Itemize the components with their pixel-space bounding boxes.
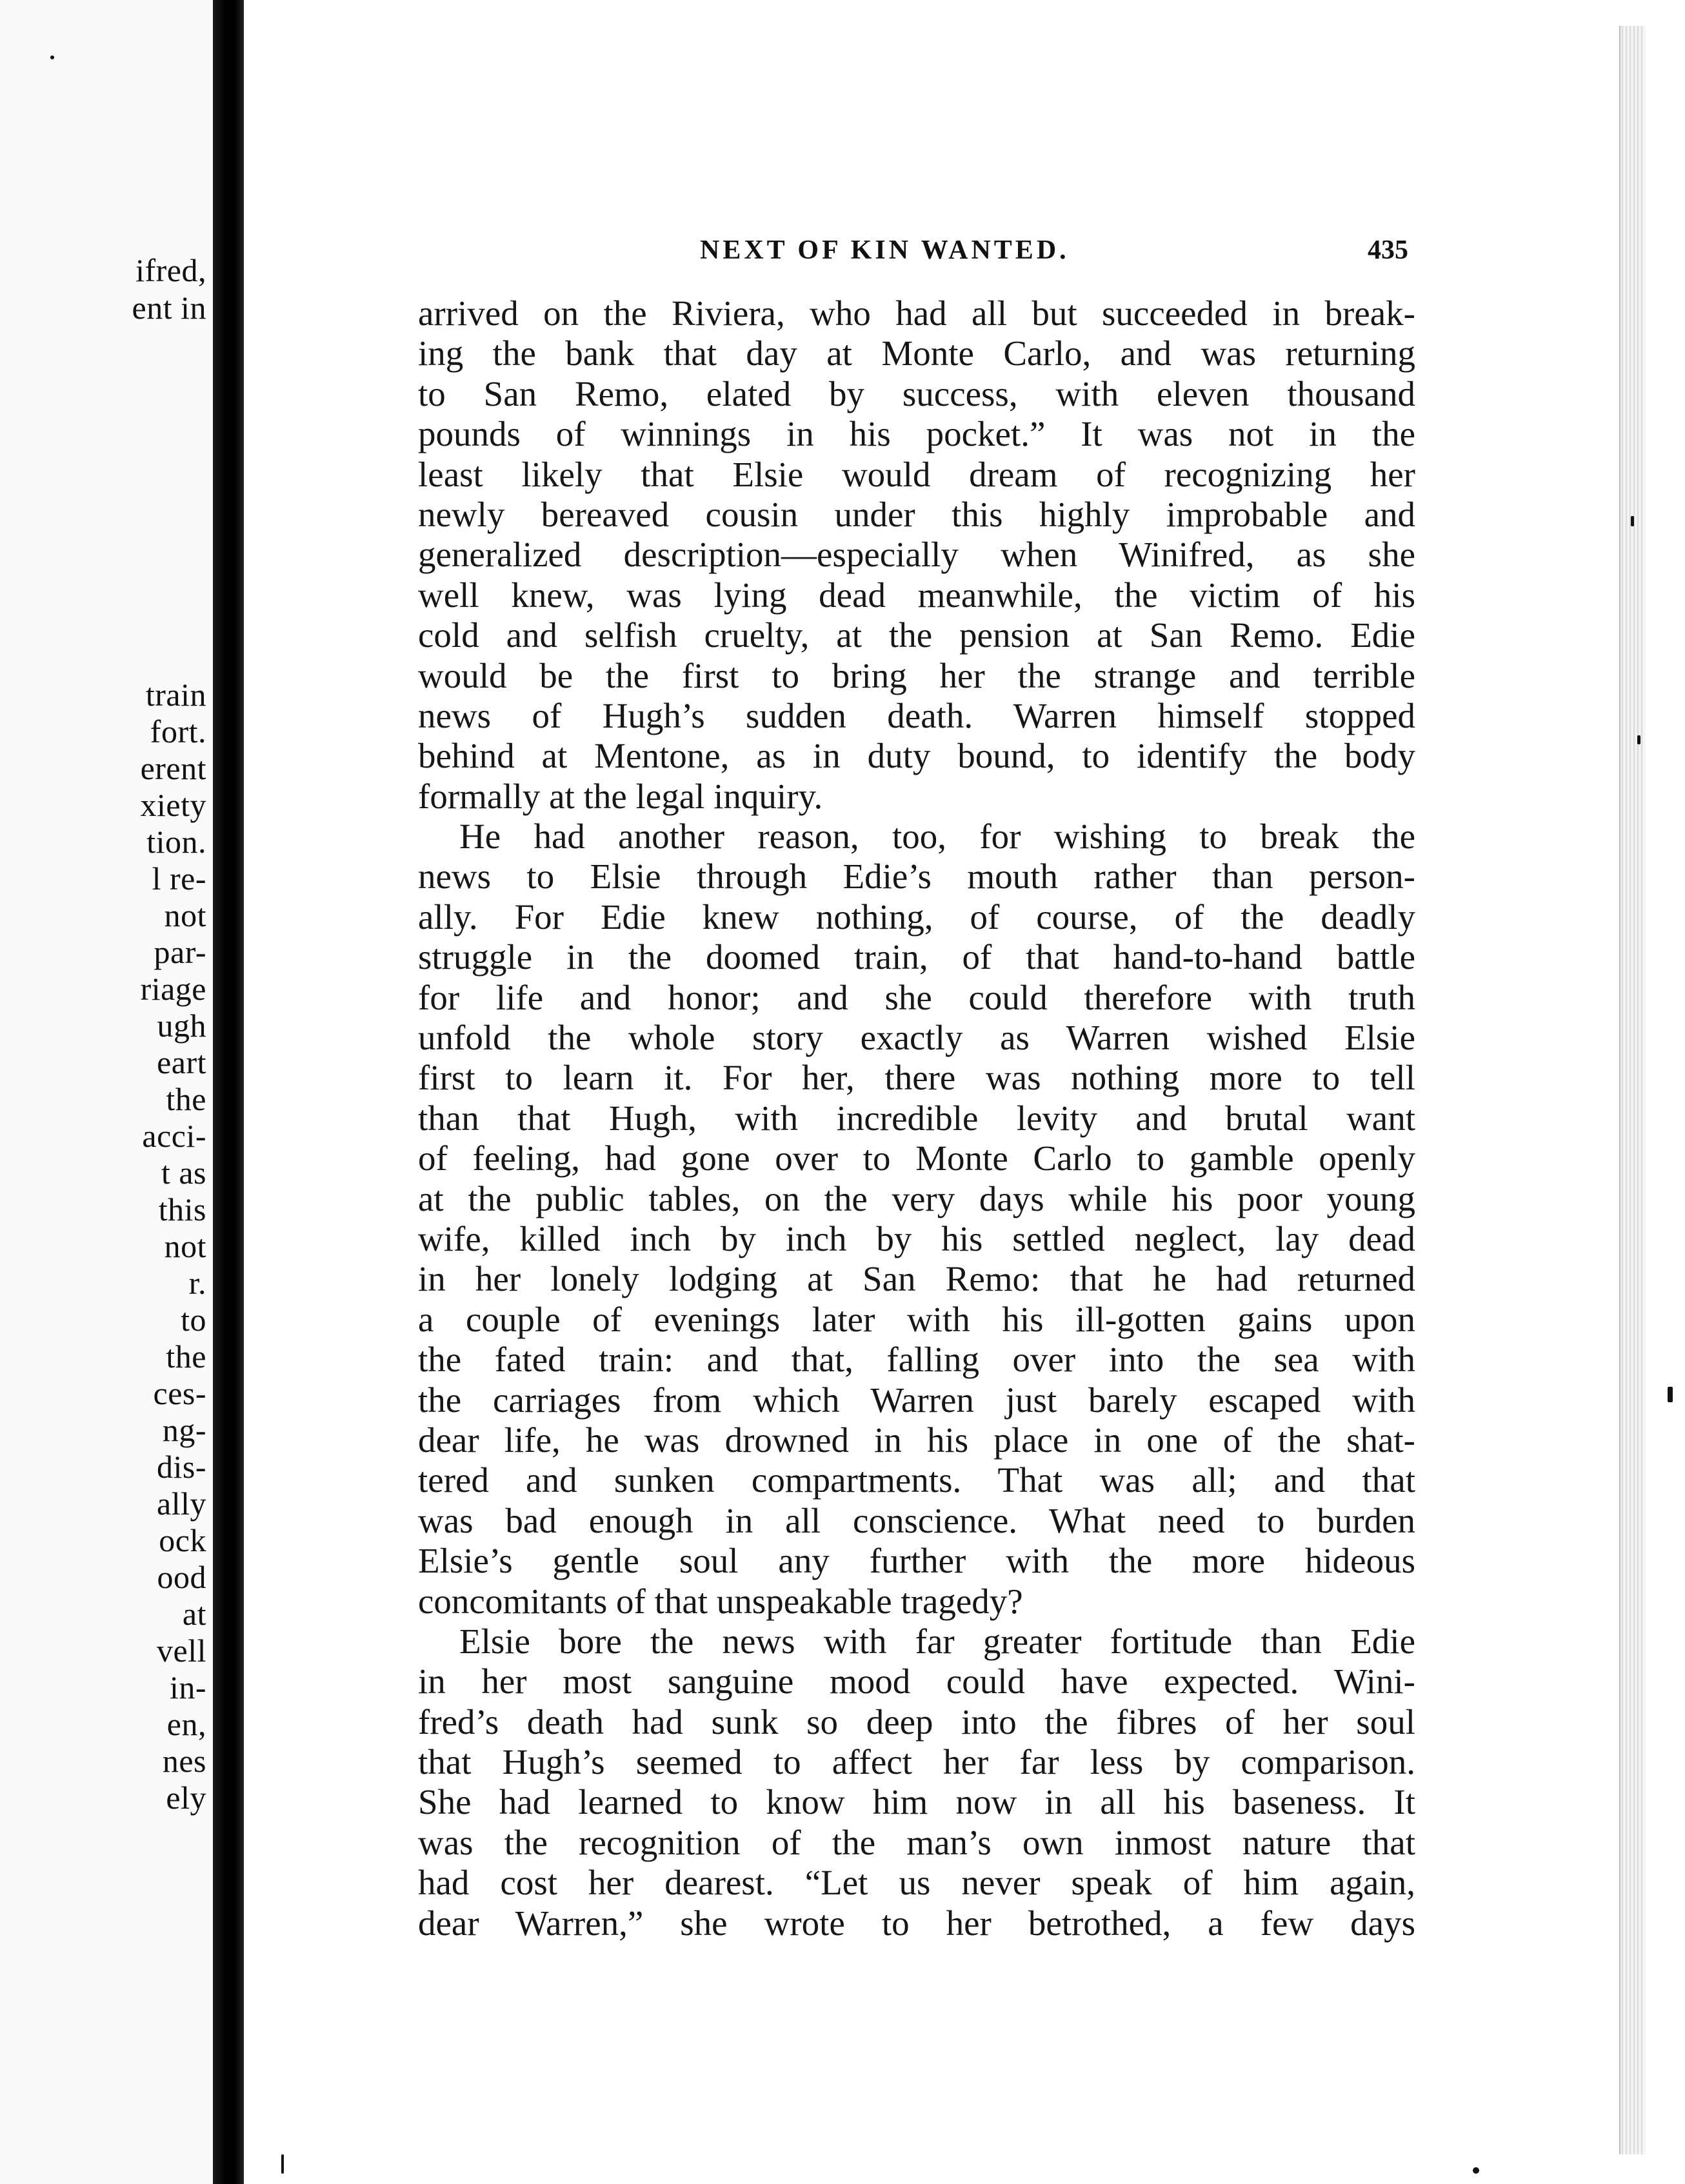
facing-page-fragment: not bbox=[164, 897, 206, 933]
facing-page-fragment: tion. bbox=[146, 824, 206, 860]
text-line: of feeling, had gone over to Monte Carlo to gamble openly bbox=[418, 1138, 1415, 1178]
facing-page-fragment: ally bbox=[157, 1485, 206, 1522]
facing-page-fragment: ng- bbox=[162, 1412, 206, 1448]
facing-page-fragment: r. bbox=[188, 1265, 206, 1301]
facing-page-fragment: ifred, bbox=[135, 252, 206, 288]
running-head: NEXT OF KIN WANTED. bbox=[700, 235, 1070, 265]
facing-page-fragment: in- bbox=[169, 1669, 206, 1705]
text-line: to San Remo, elated by success, with eleven thousand bbox=[418, 373, 1415, 413]
text-line: arrived on the Riviera, who had all but succeeded in break- bbox=[418, 293, 1415, 333]
text-line: pounds of winnings in his pocket.” It was not in the bbox=[418, 414, 1415, 454]
facing-page-fragment: ent in bbox=[132, 290, 206, 326]
facing-page-fragment: xiety bbox=[140, 787, 206, 823]
text-line: behind at Mentone, as in duty bound, to identify the body bbox=[418, 736, 1415, 776]
text-line: dear life, he was drowned in his place in one of the shat- bbox=[418, 1420, 1415, 1460]
text-line: in her lonely lodging at San Remo: that he had returned bbox=[418, 1259, 1415, 1299]
text-line: would be the first to bring her the strange and terrible bbox=[418, 655, 1415, 695]
facing-page-fragment: riage bbox=[140, 971, 206, 1007]
text-line: struggle in the doomed train, of that hand-to-hand battle bbox=[418, 937, 1415, 977]
facing-page-fragment: acci- bbox=[142, 1118, 206, 1154]
facing-page-fragment: fort. bbox=[150, 713, 206, 750]
text-line: cold and selfish cruelty, at the pension at San Remo. Edie bbox=[418, 615, 1415, 655]
page-stack-edge bbox=[1619, 26, 1646, 2154]
facing-page-fragment: en, bbox=[166, 1706, 206, 1742]
text-line: than that Hugh, with incredible levity and brutal want bbox=[418, 1098, 1415, 1138]
text-line: the carriages from which Warren just barely escaped with bbox=[418, 1380, 1415, 1420]
text-line: was bad enough in all conscience. What need to burden bbox=[418, 1500, 1415, 1540]
text-line: news of Hugh’s sudden death. Warren himself stopped bbox=[418, 695, 1415, 735]
text-line: He had another reason, too, for wishing to break the bbox=[459, 817, 1415, 857]
facing-page-fragment: l re- bbox=[152, 860, 206, 897]
text-line: tered and sunken compartments. That was all; and that bbox=[418, 1460, 1415, 1500]
text-line: wife, killed inch by inch by his settled neglect, lay dead bbox=[418, 1218, 1415, 1258]
text-line: that Hugh’s seemed to affect her far less by comparison. bbox=[418, 1742, 1415, 1782]
facing-page-fragment: to bbox=[181, 1302, 206, 1338]
facing-page-fragment: not bbox=[164, 1228, 206, 1264]
text-line: had cost her dearest. “Let us never speak of him again, bbox=[418, 1863, 1415, 1903]
text-line: fred’s death had sunk so deep into the fibres of her soul bbox=[418, 1702, 1415, 1742]
text-line: Elsie bore the news with far greater fortitude than Edie bbox=[459, 1621, 1415, 1661]
text-line: was the recognition of the man’s own inmost nature that bbox=[418, 1822, 1415, 1862]
facing-page-fragment: erent bbox=[140, 750, 206, 786]
facing-page-fragment: dis- bbox=[157, 1449, 206, 1485]
outer-margin bbox=[1645, 0, 1685, 2184]
text-line: ing the bank that day at Monte Carlo, and was returning bbox=[418, 333, 1415, 373]
facing-page-left bbox=[0, 0, 213, 2184]
text-line: ally. For Edie knew nothing, of course, of the deadly bbox=[418, 897, 1415, 937]
facing-page-fragment: ock bbox=[159, 1522, 206, 1558]
book-gutter bbox=[213, 0, 244, 2184]
text-line: Elsie’s gentle soul any further with the more hideous bbox=[418, 1541, 1415, 1581]
facing-page-fragment: t as bbox=[161, 1155, 206, 1191]
page-number: 435 bbox=[1368, 235, 1408, 265]
text-line: at the public tables, on the very days while his poor young bbox=[418, 1178, 1415, 1218]
text-line: newly bereaved cousin under this highly improbable and bbox=[418, 494, 1415, 534]
facing-page-fragment: the bbox=[166, 1338, 206, 1375]
facing-page-fragment: the bbox=[166, 1081, 206, 1117]
text-line: least likely that Elsie would dream of recognizing her bbox=[418, 454, 1415, 494]
text-line: news to Elsie through Edie’s mouth rather than person- bbox=[418, 857, 1415, 897]
facing-page-fragment: vell bbox=[157, 1633, 206, 1669]
text-line: in her most sanguine mood could have expected. Wini- bbox=[418, 1662, 1415, 1702]
text-line: concomitants of that unspeakable tragedy? bbox=[418, 1581, 1023, 1621]
body-text bbox=[418, 293, 1415, 1943]
text-line: dear Warren,” she wrote to her betrothed, a few days bbox=[418, 1903, 1415, 1943]
facing-page-fragment: this bbox=[158, 1191, 206, 1227]
text-line: a couple of evenings later with his ill-gotten gains upon bbox=[418, 1299, 1415, 1339]
facing-page-fragment: train bbox=[145, 677, 206, 713]
text-line: the fated train: and that, falling over into the sea with bbox=[418, 1340, 1415, 1380]
facing-page-fragment: ugh bbox=[157, 1008, 206, 1044]
facing-page-fragment: ces- bbox=[153, 1375, 206, 1411]
text-line: formally at the legal inquiry. bbox=[418, 776, 823, 816]
facing-page-text-fragments bbox=[0, 0, 206, 2184]
facing-page-fragment: par- bbox=[154, 934, 206, 970]
text-line: unfold the whole story exactly as Warren wished Elsie bbox=[418, 1018, 1415, 1058]
text-line: well knew, was lying dead meanwhile, the victim of his bbox=[418, 575, 1415, 615]
facing-page-fragment: nes bbox=[162, 1743, 206, 1779]
facing-page-fragment: at bbox=[182, 1596, 206, 1632]
facing-page-fragment: eart bbox=[157, 1044, 206, 1080]
facing-page-fragment: ely bbox=[166, 1780, 206, 1816]
text-line: She had learned to know him now in all his baseness. It bbox=[418, 1782, 1415, 1822]
text-line: first to learn it. For her, there was nothing more to tell bbox=[418, 1058, 1415, 1098]
text-line: for life and honor; and she could therefore with truth bbox=[418, 977, 1415, 1017]
text-line: generalized description—especially when Winifred, as she bbox=[418, 535, 1415, 575]
facing-page-fragment: ood bbox=[157, 1559, 206, 1595]
